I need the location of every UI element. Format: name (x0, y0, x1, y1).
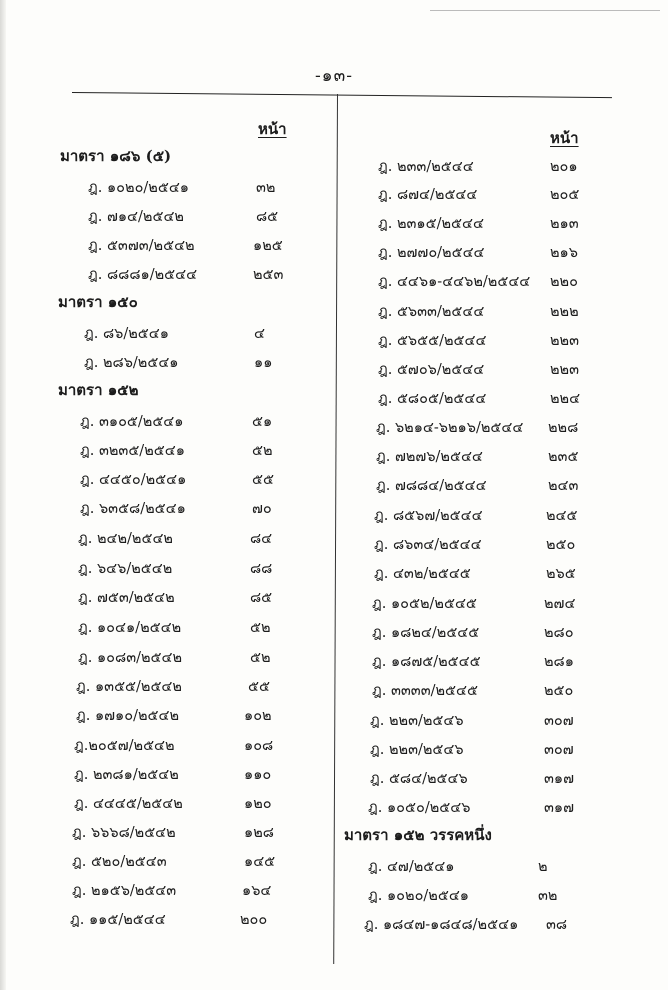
page-ref: ๒๕๓ (253, 267, 284, 283)
page-ref: ๑๒๕ (253, 238, 283, 254)
case-ref: ฎ. ๕๗๐๖/๒๕๔๔ (378, 362, 485, 378)
page-ref: ๔ (254, 326, 265, 342)
case-ref: ฎ. ๘๗๔/๒๕๔๔ (378, 187, 478, 203)
case-ref: ฎ. ๔๔๕๐/๒๕๔๑ (80, 472, 187, 488)
section-title: มาตรา ๑๕๒ (58, 381, 139, 399)
case-ref: ฎ. ๕๒๐/๒๕๔๓ (72, 854, 167, 870)
case-ref: ฎ. ๑๐๘๓/๒๕๔๒ (78, 650, 183, 666)
case-ref: ฎ. ๘๖๓๔/๒๕๔๔ (374, 537, 482, 553)
page-ref: ๕๒ (252, 443, 273, 459)
case-ref: ฎ. ๔๔๖๑-๔๔๖๒/๒๕๔๔ (378, 274, 531, 290)
case-ref: ฎ. ๓๒๓๕/๒๕๔๑ (80, 443, 185, 459)
page-number: -๑๓- (315, 66, 353, 86)
page-ref: ๒๐๑ (550, 159, 578, 175)
case-ref: ฎ. ๒๒๓/๒๕๔๖ (370, 742, 464, 758)
left-page-header: หน้า (258, 120, 287, 138)
page-ref: ๓๒ (538, 888, 558, 904)
case-ref: ฎ. ๒๓๘๑/๒๕๔๒ (74, 767, 179, 783)
page-ref: ๗๐ (252, 501, 272, 517)
case-ref: ฎ. ๕๖๓๓/๒๕๔๔ (378, 304, 485, 320)
right-page-header: หน้า (550, 129, 579, 147)
page-ref: ๑๖๔ (242, 883, 272, 899)
page-ref: ๘๘ (250, 561, 273, 577)
case-ref: ฎ. ๒๓๓/๒๕๔๔ (378, 159, 474, 175)
page-ref: ๒๓๕ (548, 449, 579, 465)
case-ref: ฎ. ๗๑๔/๒๕๔๒ (88, 209, 184, 225)
page-ref: ๑๐๒ (244, 708, 272, 724)
case-ref: ฎ. ๔๗/๒๕๔๑ (368, 859, 455, 875)
page-ref: ๑๒๘ (244, 825, 274, 841)
page-ref: ๓๑๗ (544, 800, 575, 816)
page-ref: ๒ (538, 859, 548, 875)
section-title: มาตรา ๑๕๒ วรรคหนึ่ง (344, 826, 492, 844)
case-ref: ฎ. ๑๐๕๐/๒๕๔๖ (368, 800, 471, 816)
case-ref: ฎ. ๘๕๖๗/๒๕๔๔ (374, 508, 483, 524)
page-ref: ๓๐๗ (544, 742, 574, 758)
case-ref: ฎ. ๖๔๖/๒๕๔๒ (78, 561, 173, 577)
page-ref: ๕๕ (248, 679, 270, 695)
case-ref: ฎ. ๑๐๔๑/๒๕๔๒ (78, 620, 182, 636)
page-ref: ๒๖๕ (546, 566, 576, 582)
page-ref: ๑๑๐ (244, 767, 272, 783)
case-ref: ฎ. ๔๓๒/๒๕๔๕ (374, 566, 471, 582)
page-ref: ๑๐๘ (244, 738, 274, 754)
page-ref: ๒๒๒ (550, 304, 579, 320)
page-ref: ๒๕๐ (546, 537, 576, 553)
case-ref: ฎ. ๑๐๒๐/๒๕๔๑ (368, 888, 470, 904)
page-ref: ๒๒๐ (550, 274, 578, 290)
page-ref: ๑๑ (254, 355, 273, 371)
case-ref: ฎ. ๖๒๑๔-๖๒๑๖/๒๕๔๔ (376, 420, 524, 436)
page-ref: ๒๑๓ (550, 216, 579, 232)
case-ref: ฎ. ๒๘๖/๒๕๔๑ (84, 355, 179, 371)
case-ref: ฎ. ๓๑๐๕/๒๕๔๑ (80, 414, 184, 430)
case-ref: ฎ. ๑๘๗๕/๒๕๔๕ (372, 654, 481, 670)
page-ref: ๒๐๐ (240, 912, 268, 928)
page-ref: ๒๒๓ (550, 333, 580, 349)
page-ref: ๓๐๗ (544, 713, 574, 729)
page-ref: ๒๘๑ (544, 654, 574, 670)
page-ref: ๒๑๖ (550, 245, 578, 261)
page-ref: ๒๕๐ (544, 683, 574, 699)
case-ref: ฎ. ๔๔๔๕/๒๕๔๒ (74, 796, 183, 812)
case-ref: ฎ. ๗๒๗๖/๒๕๔๔ (376, 449, 483, 465)
case-ref: ฎ. ๘๘๘๑/๒๕๔๔ (88, 267, 198, 283)
page-ref: ๒๒๔ (550, 391, 581, 407)
section-title: มาตรา ๑๘๖ (๕) (60, 147, 172, 165)
case-ref: ฎ. ๕๘๐๕/๒๕๔๔ (378, 391, 487, 407)
page-ref: ๘๕ (250, 590, 273, 606)
case-ref: ฎ. ๑๐๕๒/๒๕๔๕ (372, 596, 477, 612)
case-ref: ฎ. ๕๘๔/๒๕๔๖ (370, 771, 468, 787)
page-ref: ๒๐๕ (550, 187, 580, 203)
case-ref: ฎ. ๓๓๓๓/๒๕๔๕ (372, 683, 478, 699)
page-ref: ๘๔ (250, 531, 273, 547)
case-ref: ฎ. ๕๓๗๓/๒๕๔๒ (88, 238, 195, 254)
page-ref: ๕๑ (252, 414, 273, 430)
case-ref: ฎ. ๒๓๑๕/๒๕๔๔ (378, 216, 484, 232)
page-ref: ๓๘ (546, 917, 568, 933)
case-ref: ฎ. ๗๘๘๔/๒๕๔๔ (376, 478, 487, 494)
page-ref: ๒๔๓ (548, 478, 579, 494)
page-ref: ๘๕ (256, 209, 279, 225)
case-ref: ฎ. ๑๓๕๕/๒๕๔๒ (76, 679, 182, 695)
page-ref: ๑๔๕ (244, 854, 276, 870)
page-ref: ๒๒๓ (550, 362, 580, 378)
section-title: มาตรา ๑๕๐ (58, 293, 138, 311)
case-ref: ฎ. ๒๑๕๖/๒๕๔๓ (72, 883, 177, 899)
case-ref: ฎ.๒๐๕๗/๒๕๔๒ (74, 738, 175, 754)
case-ref: ฎ. ๒๔๒/๒๕๔๒ (78, 531, 173, 547)
case-ref: ฎ. ๖๓๕๘/๒๕๔๑ (80, 501, 186, 517)
case-ref: ฎ. ๖๖๖๘/๒๕๔๒ (72, 825, 176, 841)
page-ref: ๕๒ (250, 650, 271, 666)
case-ref: ฎ. ๒๒๓/๒๕๔๖ (370, 713, 464, 729)
case-ref: ฎ. ๑๐๒๐/๒๕๔๑ (88, 180, 190, 196)
case-ref: ฎ. ๗๕๓/๒๕๔๒ (78, 590, 175, 606)
page-ref: ๒๘๐ (544, 625, 574, 641)
page-ref: ๕๕ (252, 472, 274, 488)
case-ref: ฎ. ๘๖/๒๕๔๑ (84, 326, 169, 342)
page-ref: ๓๒ (256, 180, 276, 196)
case-ref: ฎ. ๑๗๑๐/๒๕๔๒ (76, 708, 180, 724)
case-ref: ฎ. ๒๗๗๐/๒๕๔๔ (378, 245, 485, 261)
page-ref: ๑๒๐ (244, 796, 272, 812)
case-ref: ฎ. ๑๑๕/๒๕๔๔ (70, 912, 166, 928)
case-ref: ฎ. ๕๖๕๕/๒๕๔๔ (378, 333, 487, 349)
page-ref: ๒๗๔ (544, 596, 576, 612)
page-ref: ๒๒๘ (548, 420, 579, 436)
case-ref: ฎ. ๑๘๔๗-๑๘๔๘/๒๕๔๑ (364, 917, 519, 933)
case-ref: ฎ. ๑๘๒๔/๒๕๔๕ (372, 625, 480, 641)
right-column (338, 0, 668, 990)
page-ref: ๓๑๗ (544, 771, 575, 787)
page-ref: ๒๔๕ (546, 508, 578, 524)
page-ref: ๕๒ (250, 620, 271, 636)
